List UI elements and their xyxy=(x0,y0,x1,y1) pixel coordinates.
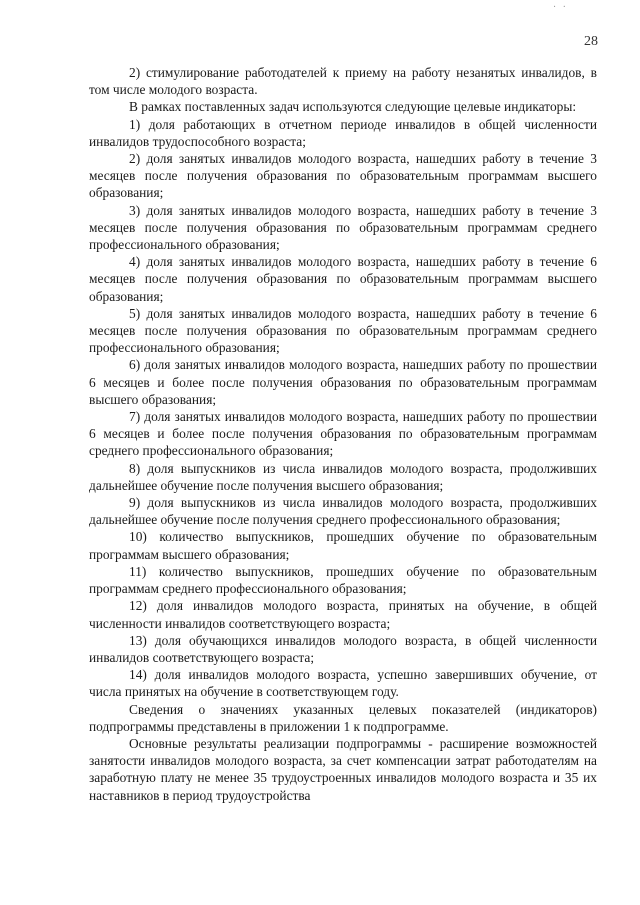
paragraph: Сведения о значениях указанных целевых показателей (индикаторов) подпрограммы представлены в приложении 1 к подпрограмме. xyxy=(89,701,597,734)
list-item: 14) доля инвалидов молодого возраста, успешно завершивших обучение, от числа принятых на обучение в соответствующем году. xyxy=(89,667,597,700)
paragraph: В рамках поставленных задач используются следующие целевые индикаторы: xyxy=(129,99,577,115)
body-text xyxy=(89,64,597,804)
list-item: 7) доля занятых инвалидов молодого возраста, нашедших работу по прошествии 6 месяцев и более после получения образования по образовательным программам среднего профессионального образования; xyxy=(89,409,597,459)
list-item: 9) доля выпускников из числа инвалидов молодого возраста, продолживших дальнейшее обучение после получения среднего профессионального образования; xyxy=(89,495,597,528)
paragraph: 2) стимулирование работодателей к приему на работу незанятых инвалидов, в том числе молодого возраста. xyxy=(89,65,597,98)
list-item: 1) доля работающих в отчетном периоде инвалидов в общей численности инвалидов трудоспособного возраста; xyxy=(89,116,597,149)
list-item: 8) доля выпускников из числа инвалидов молодого возраста, продолживших дальнейшее обучение после получения высшего образования; xyxy=(89,460,597,493)
scan-mark: · · xyxy=(552,2,568,13)
list-item: 3) доля занятых инвалидов молодого возраста, нашедших работу в течение 3 месяцев после получения образования по образовательным программам среднего профессионального образования; xyxy=(89,202,597,253)
paragraph: Основные результаты реализации подпрограммы - расширение возможностей занятости инвалидов молодого возраста, за счет компенсации затрат работодателям на заработную плату не менее 35 трудоустроенных инвалидов молодого возраста и 35 их наставников в период трудоустройства xyxy=(89,735,597,803)
list-item: 5) доля занятых инвалидов молодого возраста, нашедших работу в течение 6 месяцев после получения образования по образовательным программам среднего профессионального образования; xyxy=(89,305,597,356)
list-item: 10) количество выпускников, прошедших обучение по образовательным программам высшего образования; xyxy=(89,529,597,562)
list-item: 6) доля занятых инвалидов молодого возраста, нашедших работу по прошествии 6 месяцев и более после получения образования по образовательным программам высшего образования; xyxy=(89,357,597,407)
list-item: 11) количество выпускников, прошедших обучение по образовательным программам среднего профессионального образования; xyxy=(89,563,597,597)
list-item: 12) доля инвалидов молодого возраста, принятых на обучение, в общей численности инвалидов соответствующего возраста; xyxy=(89,598,597,631)
list-item: 13) доля обучающихся инвалидов молодого возраста, в общей численности инвалидов соответствующего возраста; xyxy=(89,632,597,665)
list-item: 4) доля занятых инвалидов молодого возраста, нашедших работу в течение 6 месяцев после получения образования по образовательным программам высшего образования; xyxy=(89,254,597,304)
list-item: 2) доля занятых инвалидов молодого возраста, нашедших работу в течение 3 месяцев после получения образования по образовательным программам высшего образования; xyxy=(89,151,597,201)
page-number: 28 xyxy=(584,34,598,49)
